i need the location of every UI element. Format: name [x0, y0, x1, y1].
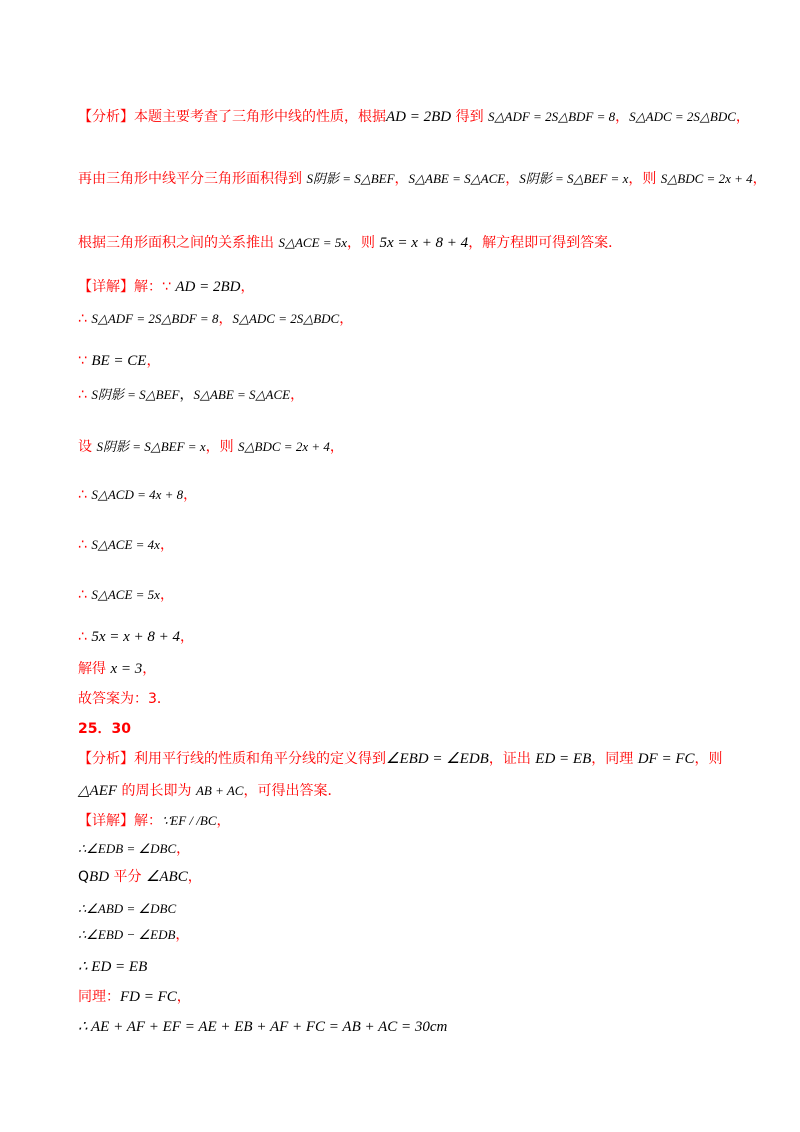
text-segment: Q	[78, 869, 90, 885]
math-expression: S阴影 = S△BEF	[306, 171, 395, 186]
math-expression: ∠ABC	[145, 869, 188, 885]
math-expression: ∴ ED = EB	[78, 959, 148, 975]
text-segment: 解得	[78, 661, 111, 677]
math-expression: ∴∠ABD = ∠DBC	[78, 901, 177, 916]
text-segment: ，	[240, 279, 255, 295]
text-segment: ，	[505, 171, 520, 187]
text-segment: ，	[159, 537, 174, 553]
text-line	[78, 354, 160, 369]
text-segment: ，	[180, 629, 195, 645]
math-expression: S△ACE = 5x	[91, 587, 160, 602]
math-expression: S阴影 = S△BEF = x	[96, 439, 206, 454]
text-line	[78, 990, 191, 1005]
text-segment: ，	[218, 311, 233, 327]
math-expression: S△BDC = 2x + 4	[238, 439, 330, 454]
math-expression: ∠EBD = ∠EDB	[386, 751, 489, 767]
text-line	[78, 902, 176, 916]
text-segment: ，同理	[591, 751, 638, 767]
text-line	[78, 312, 353, 326]
math-expression: ∴ AE + AF + EF = AE + EB + AF + FC = AB + AC = 30cm	[78, 1019, 448, 1035]
text-line	[78, 388, 304, 402]
text-segment: 设	[78, 439, 97, 455]
math-expression: S阴影 = S△BEF = x	[519, 171, 629, 186]
text-line	[78, 960, 147, 975]
text-segment: 【分析】本题主要考查了三角形中线的性质，根据	[78, 109, 386, 125]
text-segment: 根据三角形面积之间的关系推出	[78, 235, 279, 251]
math-expression: S△ADF = 2S△BDF = 8	[488, 109, 616, 124]
math-expression: BD	[89, 869, 110, 885]
text-segment: ，	[187, 869, 202, 885]
text-segment: 【分析】利用平行线的性质和角平分线的定义得到	[78, 751, 386, 767]
math-expression: S△ACD = 4x + 8	[91, 487, 184, 502]
text-segment: ，	[329, 439, 344, 455]
text-segment: ∴	[78, 587, 92, 603]
math-expression: FD = FC	[120, 989, 177, 1005]
text-line	[78, 236, 622, 251]
text-segment: 的周长即为	[117, 783, 196, 799]
text-segment: ∴	[78, 487, 92, 503]
text-segment: ，则	[205, 439, 239, 455]
text-segment: ，	[735, 109, 750, 125]
text-segment: ∴	[78, 311, 92, 327]
text-segment: 【详解】解：∵	[78, 279, 176, 295]
math-expression: S△ACE = 4x	[91, 537, 160, 552]
text-line	[78, 784, 341, 799]
text-segment: ，	[216, 813, 231, 829]
text-segment: ，则	[694, 751, 723, 767]
text-segment: 平分	[109, 869, 146, 885]
text-segment: ，可得出答案．	[243, 783, 342, 799]
text-segment: 故答案为：3．	[78, 691, 171, 707]
text-line	[78, 440, 344, 454]
text-segment: ，	[394, 171, 409, 187]
text-segment: ，	[142, 661, 157, 677]
math-expression: S阴影 = S△BEF	[91, 387, 180, 402]
text-line	[78, 752, 723, 767]
text-segment: ，	[183, 487, 198, 503]
math-expression: S△BDC = 2x + 4	[660, 171, 753, 186]
text-segment: ，证出	[488, 751, 536, 767]
text-line	[78, 692, 171, 706]
text-line	[78, 538, 174, 552]
text-line	[78, 630, 194, 645]
math-expression: AB + AC	[195, 783, 244, 798]
text-segment: ，	[146, 353, 161, 369]
text-segment: ，	[615, 109, 630, 125]
text-segment: ∴	[78, 629, 92, 645]
text-line	[78, 488, 197, 502]
math-expression: AD = 2BD	[175, 279, 241, 295]
math-expression: 5x = x + 8 + 4	[379, 235, 469, 251]
math-expression: S△ACE = 5x	[278, 235, 348, 250]
text-segment: ，	[159, 587, 174, 603]
text-line	[78, 1020, 447, 1035]
math-expression: ∵EF / /BC	[162, 813, 217, 828]
text-segment: ，	[179, 387, 194, 403]
text-line	[78, 172, 767, 186]
math-expression: S△ADC = 2S△BDC	[629, 109, 736, 124]
math-expression: S△ABE = S△ACE	[408, 171, 506, 186]
text-segment: ∴	[78, 537, 92, 553]
text-segment: ，	[752, 171, 767, 187]
text-segment: ，则	[347, 235, 380, 251]
math-expression: S△ADF = 2S△BDF = 8	[91, 311, 219, 326]
text-line	[78, 842, 190, 856]
text-line	[78, 110, 750, 125]
math-expression: 5x = x + 8 + 4	[91, 629, 181, 645]
text-segment: 25．30	[78, 721, 131, 737]
text-line	[78, 662, 156, 677]
text-segment: ，	[176, 989, 191, 1005]
math-expression: AD = 2BD	[386, 109, 452, 125]
math-expression: △AEF	[78, 783, 118, 799]
text-line	[78, 280, 254, 295]
text-line	[78, 588, 174, 602]
text-segment: ∴	[78, 387, 92, 403]
text-segment: ，	[339, 311, 354, 327]
text-line	[78, 928, 189, 942]
math-expression: BE = CE	[91, 353, 147, 369]
math-expression: ∴∠EDB = ∠DBC	[78, 841, 177, 856]
text-line	[78, 814, 231, 828]
math-expression: ED = EB	[535, 751, 592, 767]
math-expression: DF = FC	[637, 751, 695, 767]
math-expression: S△ABE = S△ACE	[193, 387, 291, 402]
text-line	[78, 870, 202, 885]
math-expression: x = 3	[110, 661, 143, 677]
text-segment: ，	[176, 841, 191, 857]
text-segment: 得到	[451, 109, 489, 125]
text-segment: ，	[175, 927, 190, 943]
math-expression: S△ADC = 2S△BDC	[232, 311, 340, 326]
text-segment: 再由三角形中线平分三角形面积得到	[78, 171, 307, 187]
text-segment: ，	[290, 387, 305, 403]
text-segment: ，解方程即可得到答案．	[468, 235, 623, 251]
text-segment: 【详解】解：	[78, 813, 162, 829]
text-line	[78, 722, 131, 736]
text-segment: 同理：	[78, 989, 120, 1005]
text-segment: ∵	[78, 353, 92, 369]
text-segment: ，则	[628, 171, 661, 187]
math-expression: ∴∠EBD − ∠EDB	[78, 927, 176, 942]
